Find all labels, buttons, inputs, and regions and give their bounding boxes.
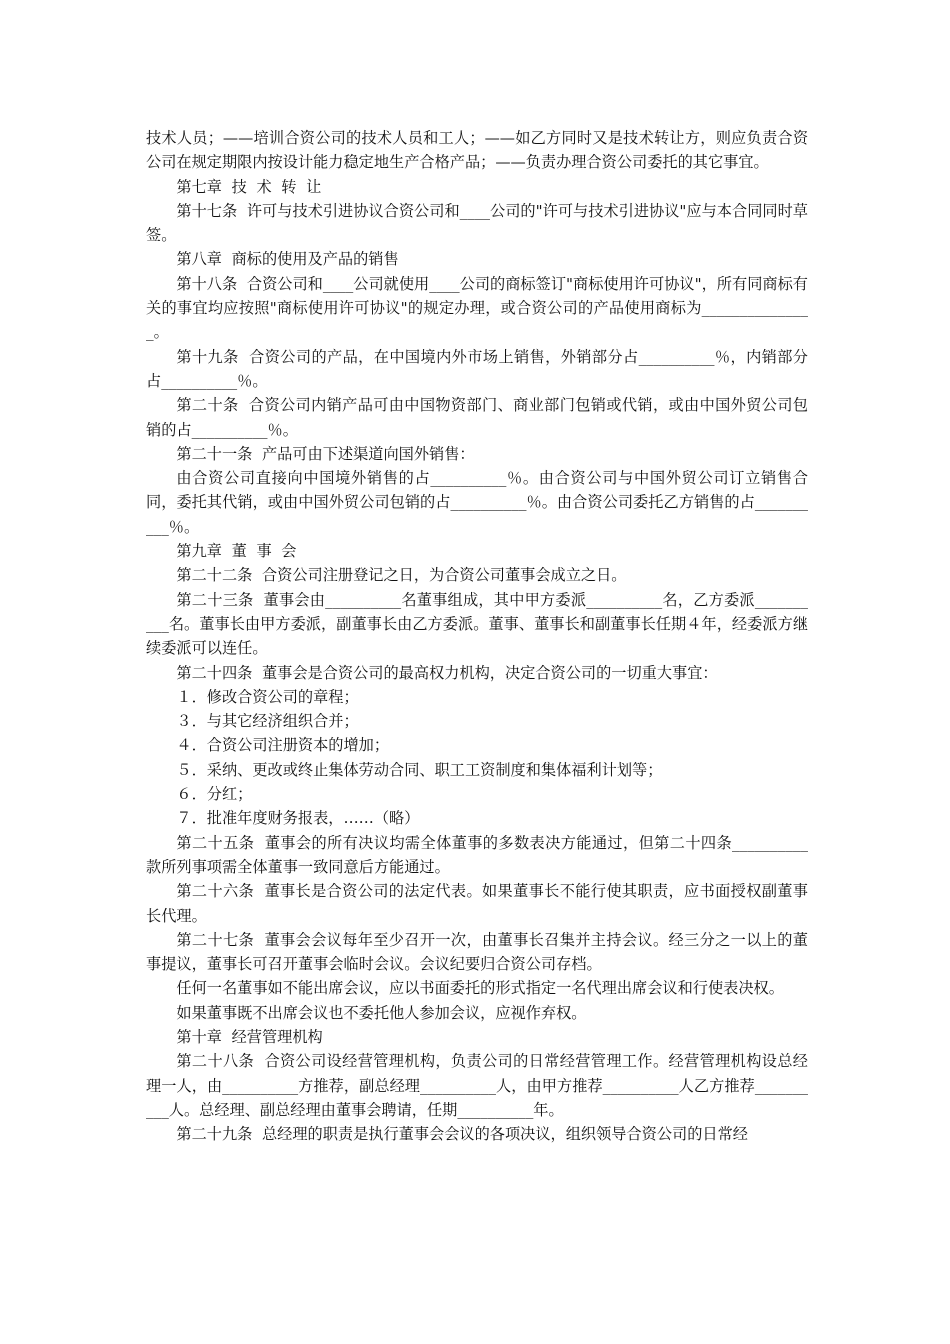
list-item: ７．批准年度财务报表，……（略） — [176, 809, 420, 828]
chapter-9-heading: 第九章 董 事 会 — [176, 542, 297, 561]
article-18: 第十八条 合资公司和____公司就使用____公司的商标签订"商标使用许可协议"，所有同商标有关的事宜均应按照"商标使用许可协议"的规定办理，或合资公司的产品使用商标为_______________。 — [146, 274, 808, 342]
article-20: 第二十条 合资公司内销产品可由中国物资部门、商业部门包销或代销，或由中国外贸公司包销的占__________％。 — [146, 396, 808, 439]
chapter-8-heading: 第八章 商标的使用及产品的销售 — [176, 250, 399, 269]
list-item: ５．采纳、更改或终止集体劳动合同、职工工资制度和集体福利计划等； — [176, 760, 663, 779]
list-item: ６．分红； — [176, 785, 253, 804]
paragraph-tech-staff: 技术人员；——培训合资公司的技术人员和工人；——如乙方同时又是技术转让方，则应负责合资公司在规定期限内按设计能力稳定地生产合格产品；——负责办理合资公司委托的其它事宜。 — [146, 129, 808, 172]
document-page — [146, 126, 808, 1146]
list-item: １．修改合资公司的章程； — [176, 687, 359, 706]
article-19: 第十九条 合资公司的产品，在中国境内外市场上销售，外销部分占__________％，内销部分占__________％。 — [146, 347, 808, 390]
article-27-proxy: 任何一名董事如不能出席会议，应以书面委托的形式指定一名代理出席会议和行使表决权。 — [176, 979, 784, 998]
article-25: 第二十五条 董事会的所有决议均需全体董事的多数表决方能通过，但第二十四条__________款所列事项需全体董事一致同意后方能通过。 — [146, 833, 808, 876]
article-21: 第二十一条 产品可由下述渠道向国外销售： — [176, 444, 475, 463]
chapter-7-heading: 第七章 技 术 转 让 — [176, 177, 322, 196]
article-29: 第二十九条 总经理的职责是执行董事会会议的各项决议，组织领导合资公司的日常经 — [176, 1125, 748, 1144]
list-item: ４．合资公司注册资本的增加； — [176, 736, 390, 755]
article-23: 第二十三条 董事会由__________名董事组成，其中甲方委派__________名，乙方委派__________名。董事长由甲方委派，副董事长由乙方委派。董事、董事长和副董事长任期４年，经委派方继续委派可以连任。 — [146, 590, 808, 658]
article-27-abstain: 如果董事既不出席会议也不委托他人参加会议，应视作弃权。 — [176, 1003, 587, 1022]
chapter-10-heading: 第十章 经营管理机构 — [176, 1027, 323, 1046]
article-21-body: 由合资公司直接向中国境外销售的占__________％。由合资公司与中国外贸公司订立销售合同，委托其代销，或由中国外贸公司包销的占__________％。由合资公司委托乙方销售的占__________％。 — [146, 469, 808, 536]
article-22: 第二十二条 合资公司注册登记之日，为合资公司董事会成立之日。 — [176, 566, 627, 585]
article-26: 第二十六条 董事长是合资公司的法定代表。如果董事长不能行使其职责，应书面授权副董事长代理。 — [146, 882, 808, 925]
list-item: ３．与其它经济组织合并； — [176, 712, 359, 731]
article-17: 第十七条 许可与技术引进协议合资公司和____公司的"许可与技术引进协议"应与本合同同时草签。 — [146, 201, 808, 245]
article-27: 第二十七条 董事会会议每年至少召开一次，由董事长召集并主持会议。经三分之一以上的董事提议，董事长可召开董事会临时会议。会议纪要归合资公司存档。 — [146, 930, 808, 974]
article-24: 第二十四条 董事会是合资公司的最高权力机构，决定合资公司的一切重大事宜： — [176, 663, 718, 682]
article-28: 第二十八条 合资公司设经营管理机构，负责公司的日常经营管理工作。经营管理机构设总经理一人，由__________方推荐，副总经理__________人，由甲方推荐__________人乙方推荐__________人。总经理、副总经理由董事会聘请，任期__________年。 — [146, 1052, 808, 1119]
